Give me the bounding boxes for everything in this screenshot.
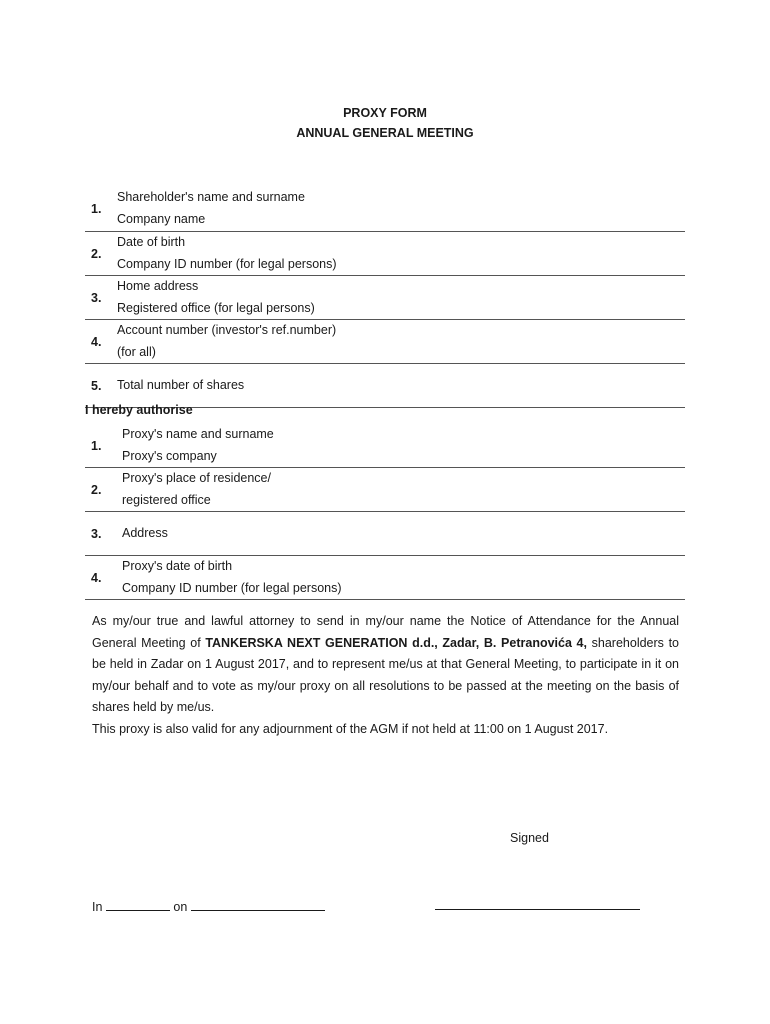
authorise-label: I hereby authorise xyxy=(85,403,193,417)
field-label: Proxy's date of birth xyxy=(122,559,233,573)
row-number: 3. xyxy=(91,290,102,305)
company-name: TANKERSKA NEXT GENERATION d.d., Zadar, B. Petranovića 4, xyxy=(205,635,587,650)
field-label: registered office xyxy=(122,492,211,507)
shareholder-row-account[interactable] xyxy=(85,320,685,364)
shareholder-section xyxy=(85,187,685,408)
proxy-row-name[interactable] xyxy=(85,424,685,468)
validity-text: This proxy is also valid for any adjournment of the AGM if not held at 11:00 on 1 August 2017. xyxy=(92,721,609,736)
row-number: 1. xyxy=(91,438,102,453)
row-number: 5. xyxy=(91,378,102,393)
field-label: Company ID number (for legal persons) xyxy=(122,580,342,595)
field-label: Company name xyxy=(117,211,206,226)
form-subtitle: ANNUAL GENERAL MEETING xyxy=(296,126,474,140)
field-label: Total number of shares xyxy=(117,378,245,392)
row-number: 3. xyxy=(91,526,102,541)
paragraph-text: shareholders to be held in Zadar on 1 August 2017, and to represent me/us at that General Meeting, to participate in it on my/our behalf and to vote as my/our proxy on all resolutions to be passed at the meeting on the basis of shares held by me/us. xyxy=(92,635,679,715)
row-number: 4. xyxy=(91,570,102,585)
shareholder-row-address[interactable] xyxy=(85,276,685,320)
row-number: 2. xyxy=(91,246,102,261)
field-label: Shareholder's name and surname xyxy=(117,190,305,204)
form-title: PROXY FORM xyxy=(343,106,427,120)
signature-field[interactable] xyxy=(435,909,640,910)
field-label: Home address xyxy=(117,279,199,293)
field-label: Registered office (for legal persons) xyxy=(117,300,315,315)
proxy-row-address[interactable] xyxy=(85,512,685,556)
field-label: Proxy's place of residence/ xyxy=(122,471,271,485)
row-number: 2. xyxy=(91,482,102,497)
row-number: 4. xyxy=(91,334,102,349)
authorisation-paragraph xyxy=(92,611,679,741)
shareholder-row-shares[interactable] xyxy=(85,364,685,408)
signed-label: Signed xyxy=(510,831,549,845)
date-field[interactable] xyxy=(191,896,325,911)
row-number: 1. xyxy=(91,202,102,216)
field-label: Date of birth xyxy=(117,235,186,249)
field-label: Proxy's company xyxy=(122,448,217,463)
paragraph-text: As my/our true and lawful attorney to send in my/our name the Notice of Attendance for the Annual General Meeting of xyxy=(92,614,679,650)
shareholder-row-birth[interactable] xyxy=(85,232,685,276)
place-field[interactable] xyxy=(106,896,170,911)
proxy-row-residence[interactable] xyxy=(85,468,685,512)
proxy-row-birth[interactable] xyxy=(85,556,685,600)
shareholder-row-name[interactable] xyxy=(85,187,685,232)
field-label: (for all) xyxy=(117,344,156,359)
field-label: Company ID number (for legal persons) xyxy=(117,256,337,271)
field-label: Proxy's name and surname xyxy=(122,427,274,441)
in-label: In xyxy=(92,900,103,914)
field-label: Address xyxy=(122,526,168,540)
proxy-section xyxy=(85,424,685,600)
place-date-line xyxy=(92,896,325,914)
field-label: Account number (investor's ref.number) xyxy=(117,323,337,337)
on-label: on xyxy=(173,900,188,914)
